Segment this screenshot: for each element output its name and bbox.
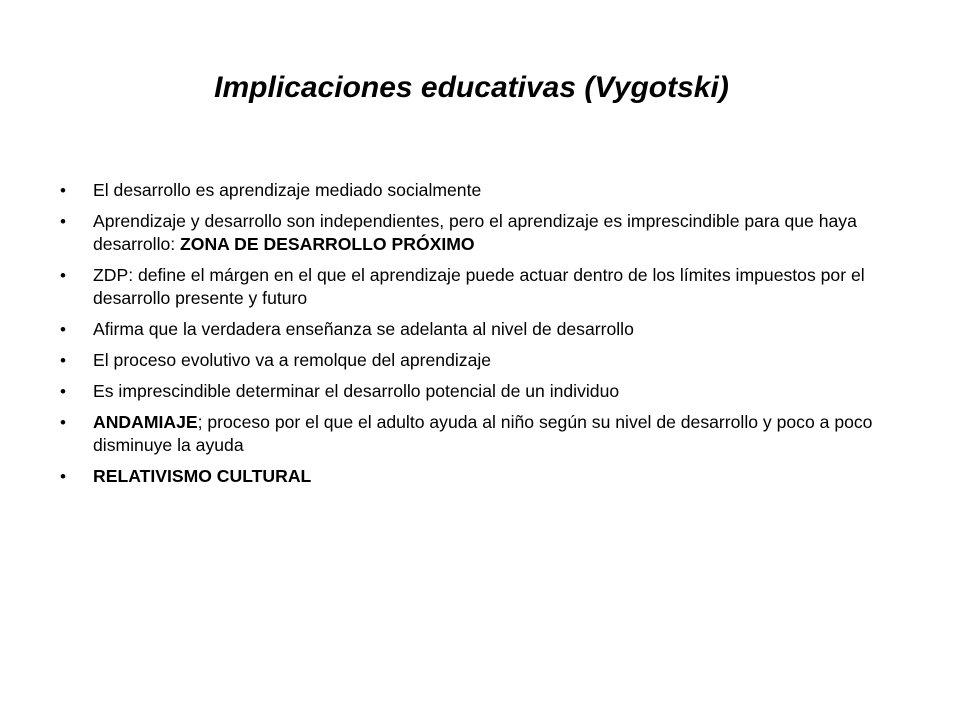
bullet-item-6 (60, 380, 920, 403)
bullet-item-8 (60, 465, 920, 488)
bullet-item-5 (60, 349, 920, 372)
bullet-icon: • (60, 467, 66, 486)
slide-title: Implicaciones educativas (Vygotski) (214, 71, 729, 104)
bullet-icon: • (60, 320, 66, 339)
bullet-icon: • (60, 212, 66, 231)
bullet-text: ; proceso por el que el adulto ayuda al niño según su nivel de desarrollo y poco a poco disminuye la ayuda (93, 412, 873, 455)
bullet-emphasis: ZONA DE DESARROLLO PRÓXIMO (180, 234, 475, 254)
bullet-emphasis: ANDAMIAJE (93, 412, 198, 432)
bullet-emphasis: RELATIVISMO CULTURAL (93, 466, 312, 486)
bullet-icon: • (60, 266, 66, 285)
bullet-icon: • (60, 382, 66, 401)
bullet-item-1 (60, 179, 920, 202)
bullet-text: Es imprescindible determinar el desarrollo potencial de un individuo (93, 381, 620, 401)
bullet-text: El desarrollo es aprendizaje mediado socialmente (93, 180, 482, 200)
bullet-item-3 (60, 264, 920, 310)
bullet-icon: • (60, 181, 66, 200)
bullet-text: El proceso evolutivo va a remolque del aprendizaje (93, 350, 492, 370)
bullet-icon: • (60, 413, 66, 432)
bullet-text: Aprendizaje y desarrollo son independientes, pero el aprendizaje es imprescindible para que haya desarrollo: (93, 211, 857, 254)
bullet-item-4 (60, 318, 920, 341)
bullet-icon: • (60, 351, 66, 370)
bullet-text: Afirma que la verdadera enseñanza se adelanta al nivel de desarrollo (93, 319, 634, 339)
bullet-item-7 (60, 411, 920, 457)
bullet-item-2 (60, 210, 920, 256)
bullet-text: ZDP: define el márgen en el que el aprendizaje puede actuar dentro de los límites impuestos por el desarrollo presente y futuro (93, 265, 865, 308)
bullet-list (60, 179, 920, 496)
